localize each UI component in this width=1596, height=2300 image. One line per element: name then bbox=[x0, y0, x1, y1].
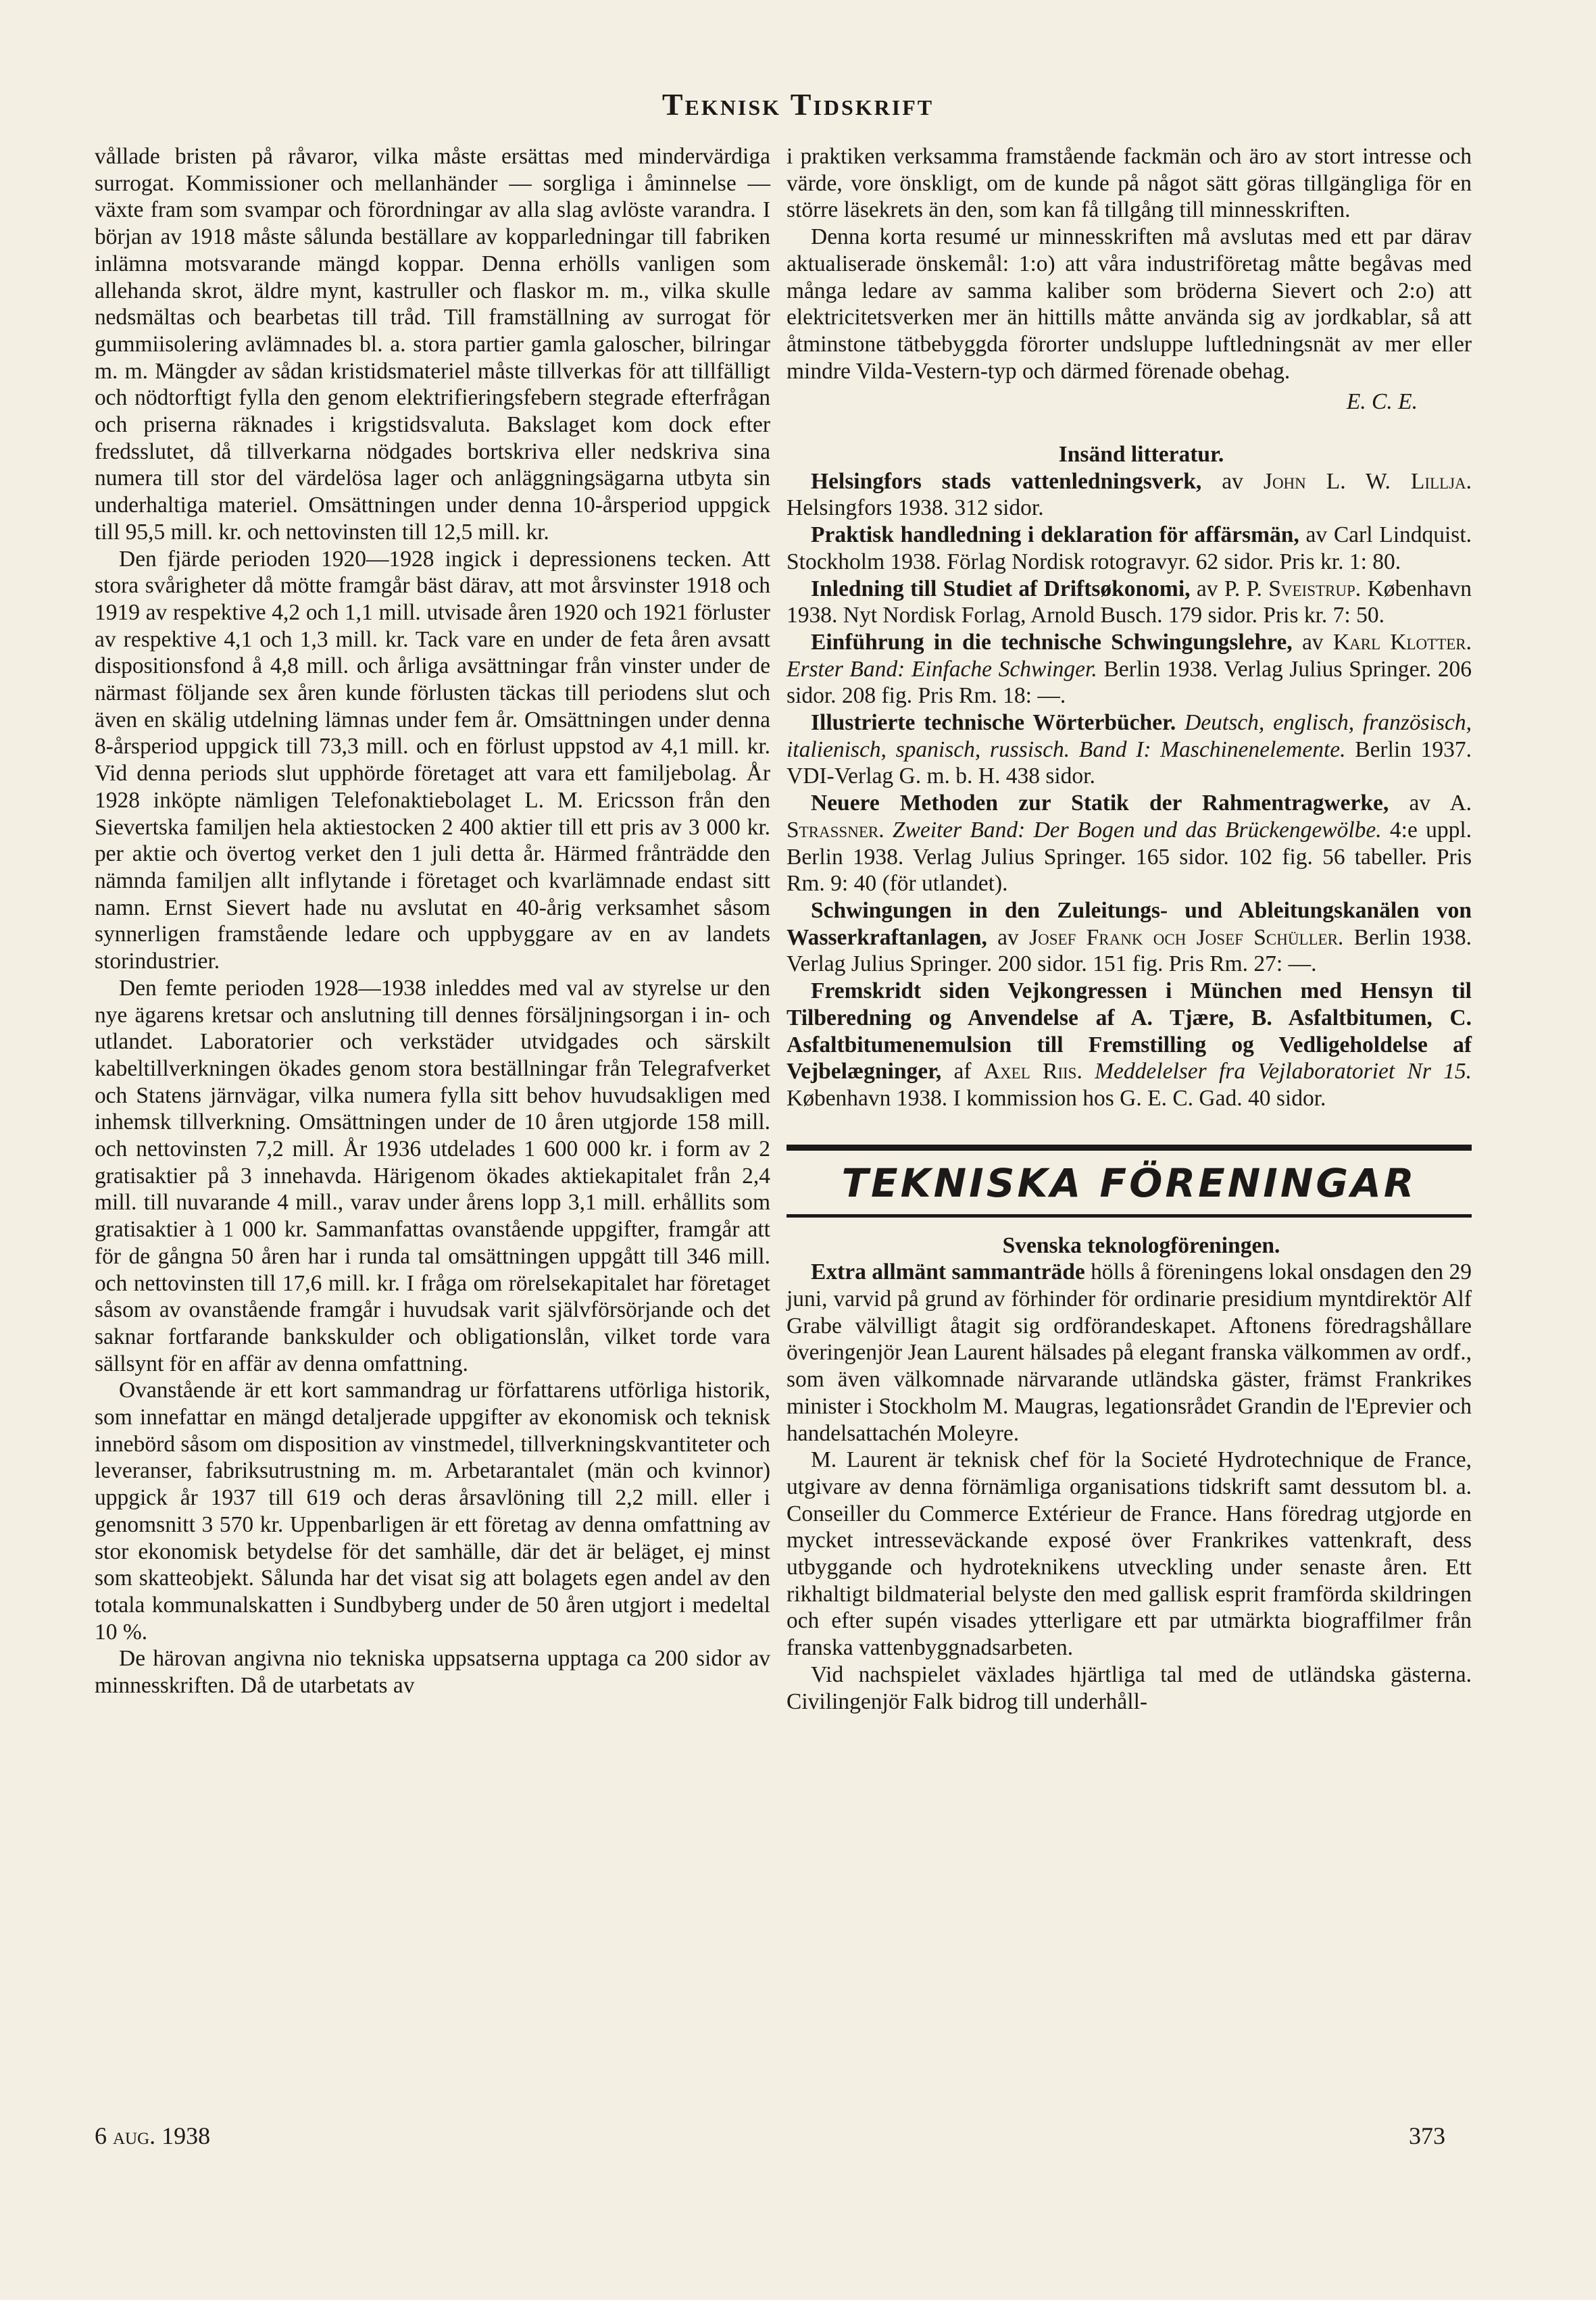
section-banner bbox=[787, 1145, 1472, 1218]
literature-heading: Insänd litteratur. bbox=[1058, 442, 1224, 468]
paragraph-text: hölls å föreningens lokal onsdagen den 29 juni, varvid på grund av förhinder för ordinarie presidium myntdirektör Alf Grabe välvilligt åtagit sig ordförandeskapet. Aftonens föredragshållare överingenjör Jean Laurent hälsades på elegant franska välkommen av ordf., som även välkomnade närvarande utländska gäster, främst Frankrikes minister i Stockholm M. Maugras, legationsrådet Grandin de l'Eprevier och handelsattachén Moleyre. bbox=[787, 1259, 1472, 1446]
book-author-prefix: av A. bbox=[1409, 791, 1472, 816]
society-report bbox=[787, 1259, 1472, 1715]
book-entry bbox=[787, 576, 1472, 629]
banner-title: TEKNISKA FÖRENINGAR bbox=[841, 1159, 1417, 1206]
book-subtitle: Zweiter Band: Der Bogen und das Brückengewölbe. bbox=[892, 817, 1382, 843]
book-list bbox=[787, 468, 1472, 1112]
book-subtitle: Deutsch, englisch, französisch, italienisch, spanisch, russisch. Band I: Maschinenelemente. bbox=[787, 710, 1472, 762]
paragraph: i praktiken verksamma framstående fackmän och äro av stort intresse och värde, vore önskligt, om de kunde på något sätt göras tillgängliga för en större läsekrets än den, som kan få tillgång till minnesskriften. bbox=[787, 144, 1472, 223]
book-author: John L. W. Lillja. bbox=[1263, 468, 1472, 494]
paragraph bbox=[787, 1661, 1472, 1715]
book-entry bbox=[787, 897, 1472, 978]
paragraph: vållade bristen på råvaror, vilka måste ersättas med mindervärdiga surrogat. Kommissioner och mellanhänder — sorgliga i åminnelse — växte fram som svampar och förordningar av alla slag avlöste varandra. I början av 1918 måste sålunda beställare av kopparledningar till fabriken inlämna motsvarande mängd koppar. Denna erhölls vanligen som allehanda skrot, äldre mynt, kastruller och flaskor m. m., vilka skulle nedsmältas och bearbetas till tråd. Till framställning av surrogat för gummiisolering avlämnades bl. a. stora partier gamla galoscher, bilringar m. m. Mängder av sådan kristidsmateriel måste tillverkas för att tillfälligt och nödtorftigt fylla den genom elektrifieringsfebern stegrade efterfrågan och priserna räknades i krigstidsvaluta. Bakslaget kom dock efter fredsslutet, då tillverkarna nödgades bortskriva eller nedskriva sina numera till stor del värdelösa lager och anläggningsägarna utbyta sin underhaltiga materiel. Omsättningen under denna 10-årsperiod uppgick till 95,5 mill. kr. och nettovinsten till 12,5 mill. kr. bbox=[95, 144, 770, 545]
paragraph: Den femte perioden 1928—1938 inleddes med val av styrelse ur den nye ägarens kretsar och anslutning till dennes försäljningsorgan i in- och utlandet. Laboratorier och verkstäder utvidgades och särskilt kabeltillverkningen ökades genom stora beställningar från Telegrafverket och Statens järnvägar, vilka numera fylla sitt behov huvudsakligen med inhemsk tillverkning. Omsättningen under de 10 åren utgjorde 158 mill. och nettovinsten 7,2 mill. År 1936 utdelades 1 600 000 kr. i form av 2 gratisaktier på 3 innehavda. Härigenom ökades aktiekapitalet från 2,4 mill. till nuvarande 4 mill., varav under årens lopp 3,1 mill. erhållits som gratisaktier à 1 000 kr. Sammanfattas ovanstående uppgifter, framgår att för de gångna 50 åren har i runda tal omsättningen uppgått till 346 mill. och nettovinsten till 17,6 mill. kr. I fråga om rörelsekapitalet har företaget såsom av ovanstående framgår i huvudsak varit självförsörjande och det saknar fortfarande bankskulder och obligationslån, vilket torde vara sällsynt för en affär av denna omfattning. bbox=[95, 975, 770, 1376]
book-entry bbox=[787, 629, 1472, 709]
book-title: Einführung in die technische Schwingungslehre, bbox=[811, 629, 1293, 655]
book-subtitle: Meddelelser fra Vejlaboratoriet Nr 15. bbox=[1095, 1059, 1472, 1084]
paragraph: De härovan angivna nio tekniska uppsatserna upptaga ca 200 sidor av minnesskriften. Då de utarbetats av bbox=[95, 1646, 770, 1699]
book-title: Praktisk handledning i deklaration för affärsmän, bbox=[811, 522, 1299, 548]
book-title: Neuere Methoden zur Statik der Rahmentragwerke, bbox=[811, 791, 1389, 816]
book-title: Fremskridt siden Vejkongressen i München med Hensyn til Tilberedning og Anvendelse af A. Tjære, B. Asfaltbitumen, C. Asfaltbitumenemulsion till Fremstilling og Vedligeholdelse af Vejbelægninger, bbox=[787, 978, 1472, 1084]
book-author: Josef Frank och Josef Schüller. bbox=[1029, 924, 1344, 950]
paragraph: Denna korta resumé ur minnesskriften må avslutas med ett par därav aktualiserade önskemål: 1:o) att våra industriföretag måtte begåvas med många ledare av samma kaliber som bröderna Sievert och 2:o) att elektricitetsverken mer än hittills måtte använda sig av jordkablar, så att åtminstone tätbebyggda förorter undsluppe luftledningsnät av mer eller mindre Vilda-Vestern-typ och därmed förenade obehag. bbox=[787, 224, 1472, 384]
book-subtitle: Erster Band: Einfache Schwinger. bbox=[787, 656, 1097, 682]
book-details: Berlin 1938. Verlag Julius Springer. 200 sidor. 151 fig. Pris Rm. 27: —. bbox=[787, 924, 1472, 977]
right-column bbox=[787, 143, 1472, 1715]
page-number: 373 bbox=[1409, 2122, 1445, 2149]
book-details: 4:e uppl. Berlin 1938. Verlag Julius Springer. 165 sidor. 102 fig. 56 tabeller. Pris Rm. 9: 40 (för utlandet). bbox=[787, 817, 1472, 897]
book-entry bbox=[787, 522, 1472, 575]
book-details: Berlin 1938. Verlag Julius Springer. 206 sidor. 208 fig. Pris Rm. 18: —. bbox=[787, 656, 1472, 709]
journal-header: Teknisk Tidskrift bbox=[662, 87, 934, 122]
paragraph-lead: Extra allmänt sammanträde bbox=[811, 1259, 1085, 1285]
book-author-prefix: av Carl Lindquist. bbox=[1305, 522, 1472, 548]
signature: E. C. E. bbox=[1346, 389, 1418, 415]
paragraph-text: Vid nachspielet växlades hjärtliga tal med de utländska gästerna. Civilingenjör Falk bidrog till underhåll- bbox=[787, 1661, 1472, 1714]
book-author-prefix: av bbox=[1222, 468, 1243, 494]
book-title: Schwingungen in den Zuleitungs- und Ableitungskanälen von Wasserkraftanlagen, bbox=[787, 897, 1472, 950]
book-details: Berlin 1937. VDI-Verlag G. m. b. H. 438 sidor. bbox=[787, 736, 1472, 789]
book-entry bbox=[787, 978, 1472, 1112]
society-heading: Svenska teknologföreningen. bbox=[1002, 1232, 1280, 1258]
book-details: Helsingfors 1938. 312 sidor. bbox=[787, 495, 1044, 521]
paragraph: Den fjärde perioden 1920—1928 ingick i depressionens tecken. Att stora svårigheter då mötte framgår bäst därav, att mot årsvinster 1918 och 1919 av respektive 4,2 och 1,1 mill. utvisade åren 1920 och 1921 förluster av respektive 4,1 och 1,3 mill. kr. Tack vare en under de feta åren avsatt dispositionsfond å 4,8 mill. och årliga avsättningar från vinster under de närmast följande sex åren kunde förlusten täckas till periodens slut och även en skälig utdelning lämnas under fem år. Omsättningen under denna 8-årsperiod uppgick till 73,3 mill. och en förlust uppstod av 4,1 mill. kr. Vid denna periods slut upphörde företaget att vara ett familjebolag. År 1928 inköpte nämligen Telefonaktiebolaget L. M. Ericsson från den Sievertska familjen hela aktiestocken 2 400 aktier till ett pris av 3 000 kr. per aktie och övertog verket den 1 juli detta år. Härmed frånträdde den nämnda familjen allt inflytande i företaget och kvarlämnade endast sitt namn. Ernst Sievert hade nu avslutat en 40-årig verksamhet såsom synnerligen framstående ledare och uppbyggare av en av landets storindustrier. bbox=[95, 546, 770, 974]
book-author-prefix: av bbox=[1301, 629, 1324, 655]
book-author: Sveistrup. bbox=[1268, 576, 1362, 601]
book-author: Strassner. bbox=[787, 817, 884, 843]
book-author-prefix: av bbox=[997, 924, 1019, 950]
paragraph bbox=[787, 1447, 1472, 1661]
book-entry bbox=[787, 468, 1472, 522]
book-details: København 1938. Nyt Nordisk Forlag, Arnold Busch. 179 sidor. Pris kr. 7: 50. bbox=[787, 576, 1472, 628]
book-title: Helsingfors stads vattenledningsverk, bbox=[811, 468, 1202, 494]
book-author: Axel Riis. bbox=[983, 1059, 1082, 1084]
book-author-prefix: af bbox=[953, 1059, 972, 1084]
book-entry bbox=[787, 709, 1472, 790]
left-column bbox=[95, 143, 770, 1699]
book-author-prefix: av P. P. bbox=[1196, 576, 1262, 601]
book-title: Inledning till Studiet af Driftsøkonomi, bbox=[811, 576, 1191, 601]
book-author: Karl Klotter. bbox=[1332, 629, 1472, 655]
book-details: Stockholm 1938. Förlag Nordisk rotogravyr. 62 sidor. Pris kr. 1: 80. bbox=[787, 549, 1401, 574]
footer-date: 6 aug. 1938 bbox=[95, 2122, 211, 2149]
paragraph: Ovanstående är ett kort sammandrag ur författarens utförliga historik, som innefattar en mängd detaljerade uppgifter av ekonomisk och teknisk innebörd såsom om disposition av vinstmedel, tillverkningskvantiteter och leveranser, fabriksutrustning m. m. Arbetarantalet (män och kvinnor) uppgick år 1937 till 619 och deras årsavlöning till 2,2 mill. eller i genomsnitt 3 570 kr. Uppenbarligen är ett företag av denna omfattning av stor ekonomisk betydelse för det samhälle, där det är beläget, ej minst som skatteobjekt. Sålunda har det visat sig att bolagets egen andel av den totala kommunalskatten i Sundbyberg under de 50 åren utgjort i medeltal 10 %. bbox=[95, 1378, 770, 1645]
paragraph-text: M. Laurent är teknisk chef för la Societé Hydrotechnique de France, utgivare av denna förnämliga organisations tidskrift samt dessutom bl. a. Conseiller du Commerce Extérieur de France. Hans föredrag utgjorde en mycket intresseväckande exposé över Frankrikes vattenkraft, dess utbyggande och hydroteknikens utveckling under senaste åren. Ett rikhaltigt bildmaterial belyste den med gallisk esprit framförda skildringen och efter supén visades ytterligare ett par utmärkta biograffilmer från franska vattenbyggnadsarbeten. bbox=[787, 1447, 1472, 1661]
book-title: Illustrierte technische Wörterbücher. bbox=[811, 710, 1176, 736]
book-details: København 1938. I kommission hos G. E. C. Gad. 40 sidor. bbox=[787, 1085, 1326, 1111]
paragraph bbox=[787, 1259, 1472, 1447]
book-entry bbox=[787, 790, 1472, 897]
